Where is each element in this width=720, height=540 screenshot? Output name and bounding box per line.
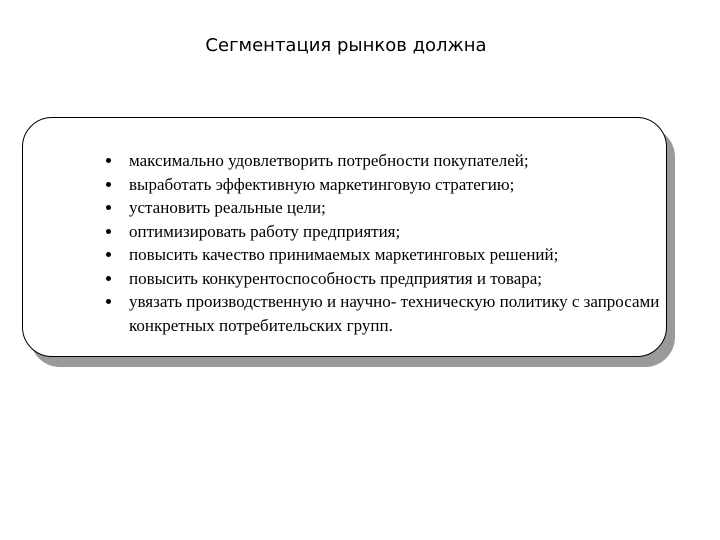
slide-title: Сегментация рынков должна bbox=[205, 35, 487, 56]
list-item bbox=[100, 149, 660, 173]
bullet-list bbox=[100, 149, 660, 337]
bullet-icon bbox=[106, 229, 111, 234]
bullet-icon bbox=[106, 299, 111, 304]
list-item bbox=[100, 220, 660, 244]
list-item bbox=[100, 290, 660, 337]
list-item-text: повысить конкурентоспособность предприятия и товара; bbox=[129, 268, 543, 288]
list-item bbox=[100, 196, 660, 220]
bullet-icon bbox=[106, 205, 111, 210]
bullet-icon bbox=[106, 182, 111, 187]
list-item bbox=[100, 267, 660, 291]
list-item-text: выработать эффективную маркетинговую стратегию; bbox=[129, 174, 515, 194]
list-item-text: увязать производственную и научно- техническую политику с запросами конкретных потребительских групп. bbox=[129, 292, 660, 335]
list-item-text: оптимизировать работу предприятия; bbox=[129, 221, 401, 241]
bullet-icon bbox=[106, 252, 111, 257]
list-item-text: повысить качество принимаемых маркетинговых решений; bbox=[129, 245, 559, 264]
list-item-text: установить реальные цели; bbox=[129, 198, 326, 217]
list-item-text: максимально удовлетворить потребности покупателей; bbox=[129, 151, 529, 170]
bullet-icon bbox=[106, 276, 111, 281]
list-item bbox=[100, 243, 660, 267]
bullet-icon bbox=[106, 158, 111, 163]
list-item bbox=[100, 173, 660, 197]
